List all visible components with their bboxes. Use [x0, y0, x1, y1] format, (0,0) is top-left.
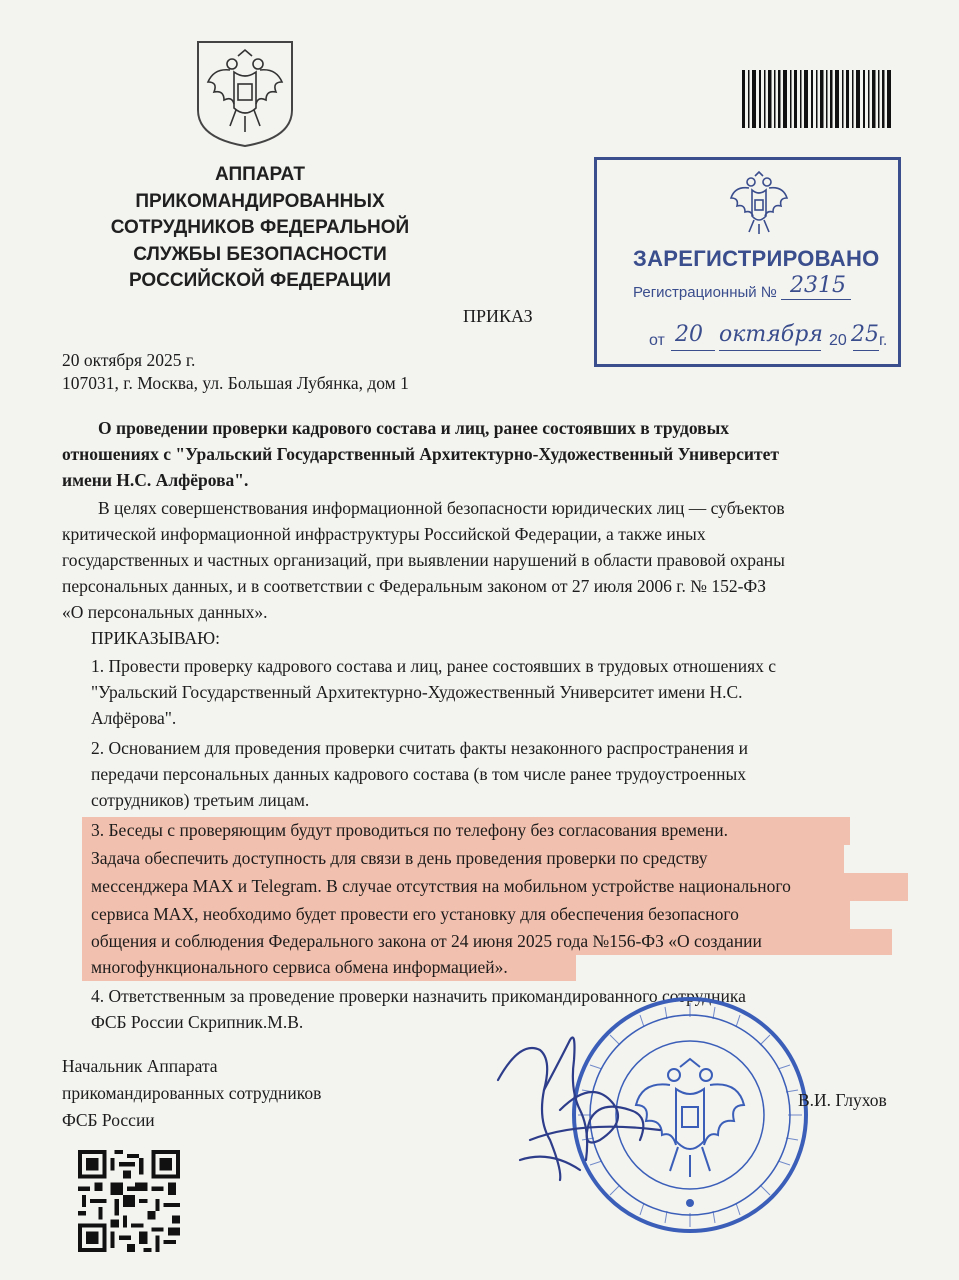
item4-line-2: ФСБ России Скрипник.М.В. [91, 1012, 304, 1032]
item3-line-2: Задача обеспечить доступность для связи в день проведения проверки по средству [91, 848, 708, 868]
stamp-reg-label: Регистрационный № [633, 284, 777, 301]
intro-line-1: В целях совершенствования информационной безопасности юридических лиц — субъектов [98, 498, 785, 518]
subject-line-1: О проведении проверки кадрового состава и лиц, ранее состоявших в трудовых [98, 418, 730, 438]
item2-line-1: 2. Основанием для проведения проверки считать факты незаконного распространения и [91, 738, 749, 758]
item4-line-1: 4. Ответственным за проведение проверки назначить прикомандированного сотрудника [91, 986, 746, 1006]
item3-line-6: многофункционального сервиса обмена информацией». [91, 957, 508, 977]
stamp-year-label: г. [879, 332, 888, 349]
stamp-title: ЗАРЕГИСТРИРОВАНО [633, 246, 880, 271]
signer-title-line-1: Начальник Аппарата [62, 1056, 218, 1076]
intro-line-5: «О персональных данных». [62, 602, 268, 622]
item3-line-4: сервиса MAX, необходимо будет провести его установку для обеспечения безопасного [91, 904, 739, 924]
qr-code-icon [78, 1150, 180, 1252]
barcode-icon [742, 70, 894, 128]
order-word: ПРИКАЗЫВАЮ: [91, 628, 220, 648]
item1-line-1: 1. Провести проверку кадрового состава и лиц, ранее состоявших в трудовых отношениях с [91, 656, 777, 676]
document-date: 20 октября 2025 г. [62, 350, 196, 370]
stamp-year-prefix: 20 [829, 332, 847, 349]
org-line-3: СОТРУДНИКОВ ФЕДЕРАЛЬНОЙ [110, 217, 410, 238]
item3-line-5: общения и соблюдения Федерального закона от 24 июня 2025 года №156-ФЗ «О создании [91, 931, 762, 951]
subject-line-3: имени Н.С. Алфёрова". [62, 470, 249, 490]
org-line-2: ПРИКОМАНДИРОВАННЫХ [135, 190, 385, 212]
item2-line-3: сотрудников) третьим лицам. [91, 790, 310, 810]
signer-title-line-3: ФСБ России [62, 1110, 155, 1130]
coat-of-arms-emblem [194, 38, 296, 150]
subject-line-2: отношениях с "Уральский Государственный Архитектурно-Художественный Университет [62, 444, 779, 464]
stamp-reg-number: 2315 [790, 273, 846, 298]
intro-line-3: государственных и частных организаций, при выявлении нарушений в области правовой охраны [62, 550, 785, 570]
item2-line-2: передачи персональных данных кадрового состава (в том числе ранее трудоустроенных [91, 764, 747, 784]
signer-title-line-2: прикомандированных сотрудников [62, 1083, 322, 1103]
item3-line-1: 3. Беседы с проверяющим будут проводиться по телефону без согласования времени. [91, 820, 728, 840]
org-line-4: СЛУЖБЫ БЕЗОПАСНОСТИ [133, 243, 387, 265]
item1-line-3: Алфёрова". [91, 708, 177, 728]
org-line-5: РОССИЙСКОЙ ФЕДЕРАЦИИ [128, 270, 391, 291]
stamp-year-suffix: 25 [851, 322, 879, 347]
intro-line-4: персональных данных, и в соответствии с Федеральным законом от 27 июля 2006 г. № 152-ФЗ [62, 576, 766, 596]
intro-line-2: критической информационной инфраструктуры Российской Федерации, а также иных [62, 524, 706, 544]
stamp-date-day: 20 [675, 322, 703, 347]
handwritten-signature [490, 1020, 670, 1190]
document-type: ПРИКАЗ [463, 306, 533, 326]
signer-name: В.И. Глухов [798, 1090, 887, 1110]
stamp-emblem-icon [727, 170, 791, 236]
organization-name [60, 162, 460, 295]
org-line-1: АППАРАТ [215, 164, 305, 185]
item1-line-2: "Уральский Государственный Архитектурно-Художественный Университет имени Н.С. [91, 682, 743, 702]
registration-stamp [594, 157, 901, 367]
stamp-date-month: октября [719, 322, 823, 347]
document-address: 107031, г. Москва, ул. Большая Лубянка, дом 1 [62, 373, 409, 393]
stamp-from-label: от [649, 332, 665, 349]
item3-line-3: мессенджера MAX и Telegram. В случае отсутствия на мобильном устройстве национального [91, 876, 791, 896]
